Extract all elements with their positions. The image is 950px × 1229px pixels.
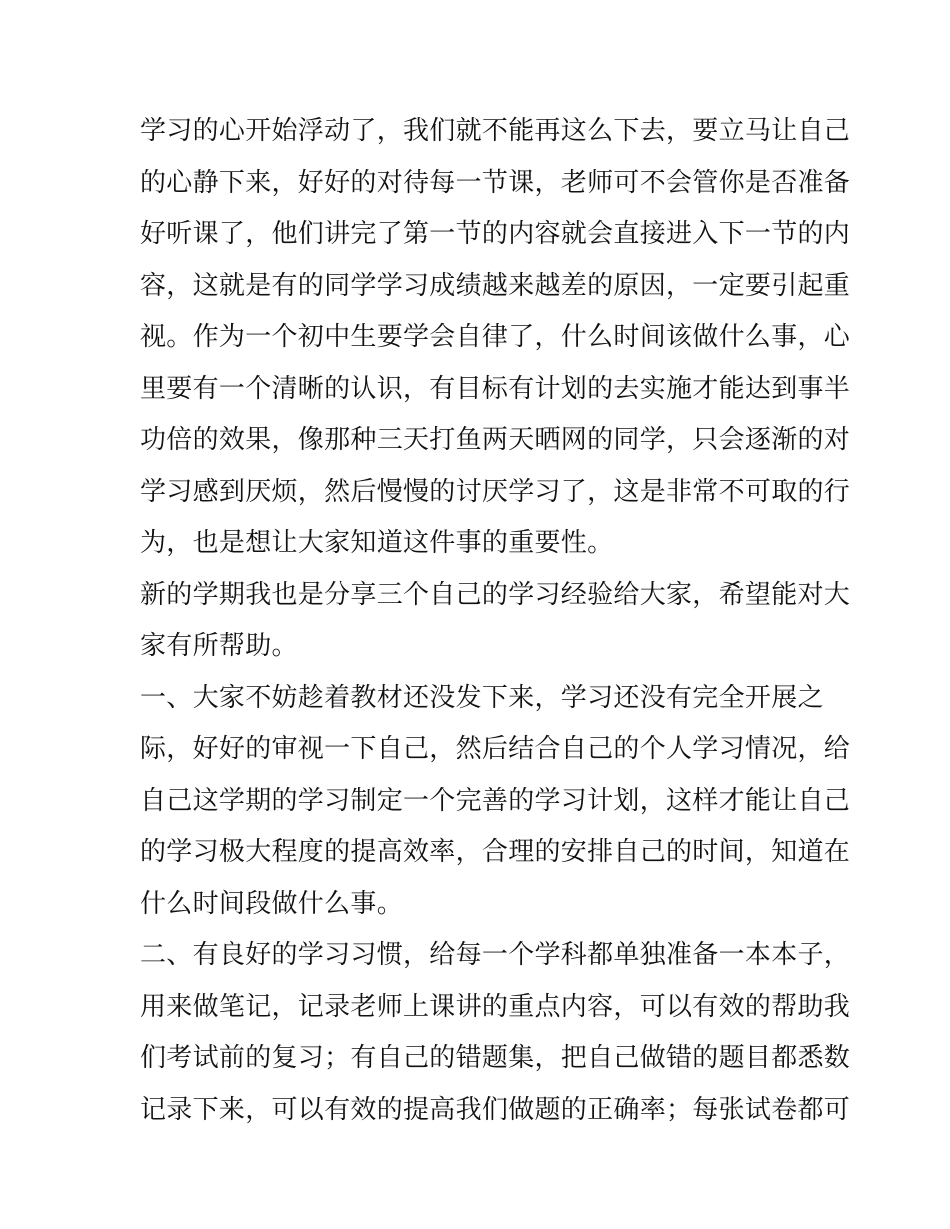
text-line: 用来做笔记，记录老师上课讲的重点内容，可以有效的帮助我 [140,991,851,1022]
text-line: 们考试前的复习；有自己的错题集，把自己做错的题目都悉数 [140,1043,851,1073]
text-line: 什么时间段做什么事。 [140,888,404,919]
text-line: 记录下来，可以有效的提高我们做题的正确率；每张试卷都可 [140,1094,851,1125]
text-line: 视。作为一个初中生要学会自律了，什么时间该做什么事，心 [140,322,851,352]
text-line: 一、大家不妨趁着教材还没发下来，学习还没有完全开展之 [140,682,824,713]
text-line: 自己这学期的学习制定一个完善的学习计划，这样才能让自己 [140,785,851,816]
text-line: 二、有良好的学习习惯，给每一个学科都单独准备一本本子， [140,940,851,970]
body-text [140,106,851,1136]
text-line: 容，这就是有的同学学习成绩越来越差的原因，一定要引起重 [140,270,851,301]
text-line: 里要有一个清晰的认识，有目标有计划的去实施才能达到事半 [140,373,851,404]
text-line: 学习感到厌烦，然后慢慢的讨厌学习了，这是非常不可取的行 [140,476,851,507]
text-line: 新的学期我也是分享三个自己的学习经验给大家，希望能对大 [140,579,851,610]
text-line: 家有所帮助。 [140,631,298,661]
text-line: 好听课了，他们讲完了第一节的内容就会直接进入下一节的内 [140,219,851,249]
text-line: 的心静下来，好好的对待每一节课，老师可不会管你是否准备 [140,167,851,198]
text-line: 为，也是想让大家知道这件事的重要性。 [140,528,614,558]
text-line: 功倍的效果，像那种三天打鱼两天晒网的同学，只会逐渐的对 [140,425,851,455]
text-line: 际，好好的审视一下自己，然后结合自己的个人学习情况，给 [140,734,851,764]
text-line: 学习的心开始浮动了，我们就不能再这么下去，要立马让自己 [140,116,851,146]
text-line: 的学习极大程度的提高效率，合理的安排自己的时间，知道在 [140,837,851,867]
